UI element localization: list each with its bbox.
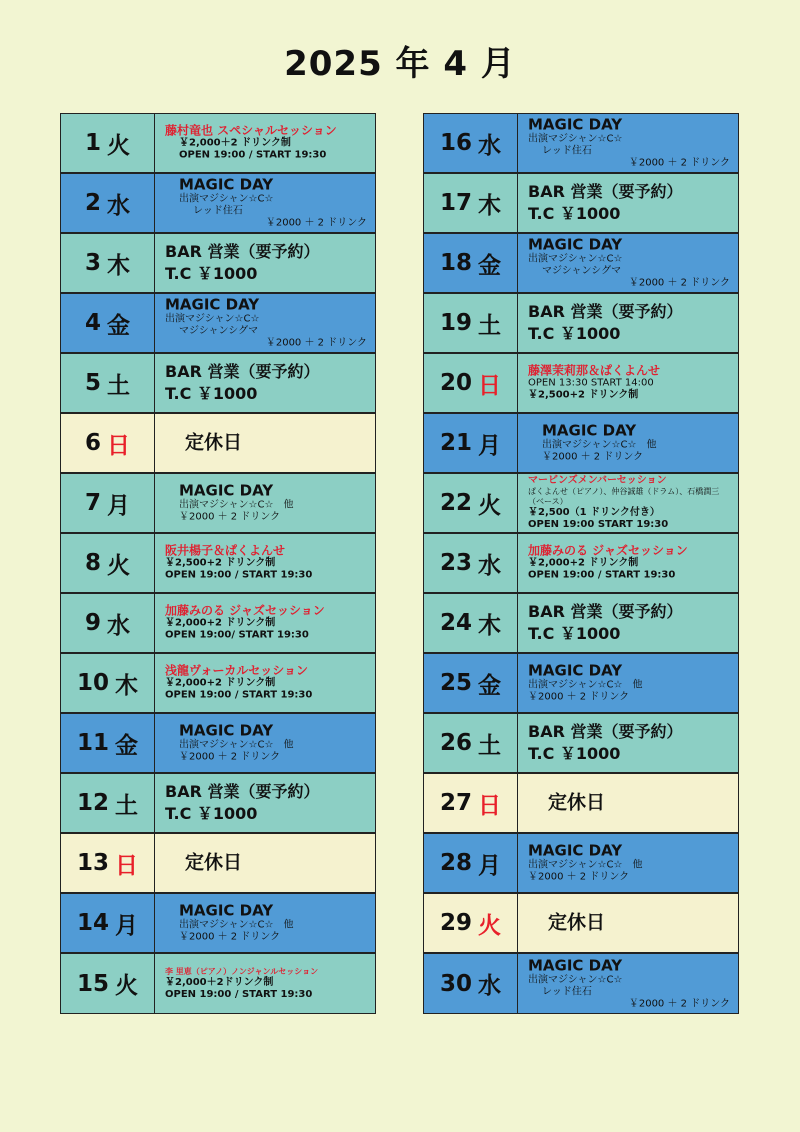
date-cell xyxy=(61,234,155,292)
event-line: 藤村竜也 スペシャルセッション xyxy=(165,123,337,138)
event-line: 定休日 xyxy=(548,791,606,814)
date-cell xyxy=(61,774,155,832)
event-line: T.C ￥1000 xyxy=(528,624,621,643)
event-cell xyxy=(518,174,738,232)
date-cell xyxy=(424,234,518,292)
event-line: BAR 営業（要予約） xyxy=(528,602,683,621)
day-of-week: 火 xyxy=(115,973,138,999)
schedule-row xyxy=(424,714,738,774)
day-of-week: 金 xyxy=(107,312,130,339)
day-of-week: 金 xyxy=(478,252,501,279)
event-line: 阪井楊子＆ぱくよんせ xyxy=(165,543,286,558)
date-cell xyxy=(61,294,155,352)
date-cell xyxy=(424,714,518,772)
date-cell xyxy=(61,474,155,532)
event-line: ￥2,000+2 ドリンク制 xyxy=(528,557,639,569)
event-line: T.C ￥1000 xyxy=(528,324,621,343)
date-cell xyxy=(424,114,518,172)
day-of-week: 月 xyxy=(478,852,501,879)
event-line: 出演マジシャン☆C☆ 他 xyxy=(179,499,294,511)
event-line: MAGIC DAY xyxy=(179,901,274,920)
date-cell xyxy=(61,114,155,172)
day-of-week: 木 xyxy=(107,252,130,279)
day-number: 7 xyxy=(84,490,101,516)
date-cell xyxy=(424,774,518,832)
schedule-row xyxy=(424,354,738,414)
day-of-week: 日 xyxy=(107,432,130,459)
day-number: 11 xyxy=(76,730,109,756)
day-number: 16 xyxy=(439,130,472,156)
event-line: MAGIC DAY xyxy=(528,115,623,134)
day-of-week: 日 xyxy=(115,852,138,879)
event-cell xyxy=(155,294,375,352)
schedule-row xyxy=(424,894,738,954)
event-line: ぱくよんせ（ピアノ）、仲谷誠雄（ドラム）、石橋潤三（ベース） xyxy=(528,487,720,506)
event-line: BAR 営業（要予約） xyxy=(528,722,683,741)
event-line: OPEN 19:00/ START 19:30 xyxy=(165,629,309,641)
event-cell xyxy=(518,534,738,592)
day-of-week: 土 xyxy=(478,312,501,339)
date-cell xyxy=(61,834,155,892)
event-cell xyxy=(155,174,375,232)
day-number: 25 xyxy=(439,670,472,696)
schedule-row xyxy=(61,354,375,414)
day-number: 15 xyxy=(76,970,109,997)
day-number: 26 xyxy=(439,730,472,756)
schedule-column-right xyxy=(423,113,739,1014)
event-line: ￥2000 ＋ 2 ドリンク xyxy=(265,337,367,349)
event-line: BAR 営業（要予約） xyxy=(165,782,320,801)
event-line: T.C ￥1000 xyxy=(165,384,258,403)
day-of-week: 火 xyxy=(107,132,130,159)
event-cell xyxy=(518,474,738,532)
event-line: 浅龍ヴォーカルセッション xyxy=(165,663,309,678)
day-number: 29 xyxy=(439,910,472,936)
event-line: 出演マジシャン☆C☆ 他 xyxy=(542,439,657,451)
event-line: OPEN 19:00 / START 19:30 xyxy=(165,689,313,701)
date-cell xyxy=(424,834,518,892)
schedule-column-left xyxy=(60,113,376,1014)
event-cell xyxy=(155,774,375,832)
schedule-row xyxy=(61,714,375,774)
day-of-week: 木 xyxy=(478,612,501,639)
day-of-week: 金 xyxy=(115,732,138,759)
day-number: 4 xyxy=(84,310,101,336)
date-cell xyxy=(424,534,518,592)
day-number: 5 xyxy=(84,370,101,396)
event-cell xyxy=(518,954,738,1013)
date-cell xyxy=(424,414,518,472)
schedule-row xyxy=(61,534,375,594)
schedule-row xyxy=(424,594,738,654)
event-line: 李 里恵（ピアノ）ノンジャンルセッション xyxy=(165,966,319,976)
day-number: 22 xyxy=(439,490,472,516)
event-cell xyxy=(518,414,738,472)
event-line: OPEN 19:00 / START 19:30 xyxy=(179,149,327,161)
event-cell xyxy=(518,654,738,712)
date-cell xyxy=(424,294,518,352)
event-line: ￥2,500（1 ドリンク付き） xyxy=(528,507,660,518)
event-cell xyxy=(155,594,375,652)
day-number: 24 xyxy=(439,610,472,636)
event-line: 出演マジシャン☆C☆ xyxy=(165,313,260,325)
date-cell xyxy=(61,534,155,592)
date-cell xyxy=(61,414,155,472)
event-line: 藤澤茉莉那＆ぱくよんせ xyxy=(528,363,661,378)
event-line: MAGIC DAY xyxy=(179,481,274,500)
event-line: MAGIC DAY xyxy=(165,295,260,314)
event-line: ￥2000 ＋ 2 ドリンク xyxy=(528,871,630,883)
event-line: 出演マジシャン☆C☆ 他 xyxy=(179,739,294,751)
day-of-week: 土 xyxy=(478,732,501,759)
date-cell xyxy=(61,714,155,772)
event-cell xyxy=(155,414,375,472)
date-cell xyxy=(61,174,155,232)
schedule-row xyxy=(61,774,375,834)
event-line: T.C ￥1000 xyxy=(528,744,621,763)
date-cell xyxy=(424,894,518,952)
event-line: BAR 営業（要予約） xyxy=(165,242,320,261)
event-line: 出演マジシャン☆C☆ xyxy=(528,974,623,985)
schedule-row xyxy=(61,594,375,654)
date-cell xyxy=(61,894,155,952)
event-cell xyxy=(518,714,738,772)
schedule-row xyxy=(424,834,738,894)
event-line: BAR 営業（要予約） xyxy=(528,302,683,321)
event-line: ￥2,000＋2 ドリンク制 xyxy=(179,137,291,149)
schedule-row xyxy=(424,234,738,294)
date-cell xyxy=(61,654,155,712)
event-line: BAR 営業（要予約） xyxy=(165,362,320,381)
day-of-week: 月 xyxy=(115,912,138,939)
event-line: 加藤みのる ジャズセッション xyxy=(528,543,688,558)
event-line: OPEN 19:00 START 19:30 xyxy=(528,519,669,530)
day-number: 14 xyxy=(76,910,109,936)
day-number: 30 xyxy=(439,970,472,997)
event-line: MAGIC DAY xyxy=(528,841,623,860)
event-line: 定休日 xyxy=(548,911,606,934)
day-of-week: 水 xyxy=(478,132,501,159)
day-of-week: 日 xyxy=(478,372,501,399)
schedule-row xyxy=(424,174,738,234)
schedule-row xyxy=(61,654,375,714)
date-cell xyxy=(61,354,155,412)
day-of-week: 水 xyxy=(478,973,501,999)
date-cell xyxy=(424,594,518,652)
day-number: 2 xyxy=(84,190,101,216)
day-number: 8 xyxy=(84,550,101,576)
event-cell xyxy=(518,354,738,412)
event-line: ￥2000 ＋ 2 ドリンク xyxy=(265,217,367,229)
event-line: レッド住石 xyxy=(193,205,243,217)
date-cell xyxy=(424,654,518,712)
day-number: 12 xyxy=(76,790,109,816)
event-line: レッド住石 xyxy=(542,986,592,997)
event-line: ￥2,500+2 ドリンク制 xyxy=(528,389,639,401)
date-cell xyxy=(424,174,518,232)
event-line: OPEN 13:30 START 14:00 xyxy=(528,377,654,389)
day-of-week: 木 xyxy=(115,672,138,699)
event-line: T.C ￥1000 xyxy=(165,804,258,823)
event-line: 出演マジシャン☆C☆ xyxy=(179,193,274,205)
event-cell xyxy=(155,714,375,772)
event-line: T.C ￥1000 xyxy=(165,264,258,283)
event-line: ￥2,000＋2ドリンク制 xyxy=(165,976,274,988)
event-line: MAGIC DAY xyxy=(542,421,637,440)
day-of-week: 火 xyxy=(107,552,130,579)
schedule-row xyxy=(61,894,375,954)
date-cell xyxy=(424,354,518,412)
event-line: 出演マジシャン☆C☆ 他 xyxy=(179,919,294,931)
schedule-row xyxy=(424,294,738,354)
event-line: OPEN 19:00 / START 19:30 xyxy=(165,988,313,1000)
schedule-row xyxy=(424,654,738,714)
day-number: 10 xyxy=(76,670,109,696)
event-line: 出演マジシャン☆C☆ xyxy=(528,253,623,265)
schedule-row xyxy=(424,414,738,474)
schedule-row xyxy=(61,474,375,534)
page-title: 2025 年 4 月 xyxy=(284,44,516,84)
event-line: BAR 営業（要予約） xyxy=(528,182,683,201)
schedule-row xyxy=(61,174,375,234)
event-line: 加藤みのる ジャズセッション xyxy=(165,603,325,618)
schedule-row xyxy=(424,474,738,534)
event-line: MAGIC DAY xyxy=(528,235,623,254)
event-cell xyxy=(155,534,375,592)
date-cell xyxy=(61,594,155,652)
day-number: 27 xyxy=(439,790,472,816)
day-of-week: 月 xyxy=(478,432,501,459)
day-number: 17 xyxy=(439,190,472,216)
event-line: T.C ￥1000 xyxy=(528,204,621,223)
event-line: ￥2000 ＋ 2 ドリンク xyxy=(179,511,281,523)
event-line: マジシャンシグマ xyxy=(179,325,259,337)
day-of-week: 水 xyxy=(478,552,501,579)
event-cell xyxy=(518,594,738,652)
event-cell xyxy=(155,474,375,532)
event-line: MAGIC DAY xyxy=(179,721,274,740)
day-of-week: 火 xyxy=(478,912,501,939)
event-line: マービンズメンバーセッション xyxy=(528,475,667,486)
event-line: ￥2000 ＋ 2 ドリンク xyxy=(179,931,281,943)
date-cell xyxy=(424,954,518,1013)
event-cell xyxy=(155,654,375,712)
event-line: OPEN 19:00 / START 19:30 xyxy=(165,569,313,581)
day-number: 18 xyxy=(439,250,472,276)
event-line: OPEN 19:00 / START 19:30 xyxy=(528,569,676,581)
schedule-row xyxy=(61,954,375,1013)
event-cell xyxy=(155,114,375,172)
event-line: ￥2000 ＋ 2 ドリンク xyxy=(528,691,630,703)
day-of-week: 水 xyxy=(107,192,130,219)
event-line: MAGIC DAY xyxy=(528,661,623,680)
day-of-week: 日 xyxy=(478,792,501,819)
day-of-week: 金 xyxy=(478,672,501,699)
event-line: 出演マジシャン☆C☆ 他 xyxy=(528,859,643,871)
schedule-row xyxy=(424,114,738,174)
event-line: ￥2000 ＋ 2 ドリンク xyxy=(628,157,730,169)
event-cell xyxy=(518,774,738,832)
event-line: 定休日 xyxy=(185,851,243,874)
date-cell xyxy=(424,474,518,532)
event-line: MAGIC DAY xyxy=(179,175,274,194)
event-line: ￥2000 ＋ 2 ドリンク xyxy=(179,751,281,763)
event-line: ￥2,000+2 ドリンク制 xyxy=(165,677,276,689)
day-number: 6 xyxy=(84,430,101,456)
event-cell xyxy=(155,954,375,1013)
event-cell xyxy=(518,294,738,352)
event-line: ￥2000 ＋ 2 ドリンク xyxy=(628,277,730,289)
event-line: MAGIC DAY xyxy=(528,956,623,974)
event-cell xyxy=(155,234,375,292)
day-of-week: 火 xyxy=(478,492,501,519)
event-cell xyxy=(518,114,738,172)
day-number: 20 xyxy=(439,370,472,396)
date-cell xyxy=(61,954,155,1013)
event-line: ￥2,000+2 ドリンク制 xyxy=(165,617,276,629)
day-of-week: 土 xyxy=(107,372,130,399)
event-cell xyxy=(518,894,738,952)
event-line: マジシャンシグマ xyxy=(542,265,622,277)
event-line: レッド住石 xyxy=(542,145,592,157)
event-line: ￥2000 ＋ 2 ドリンク xyxy=(628,998,730,1009)
event-line: 出演マジシャン☆C☆ 他 xyxy=(528,679,643,691)
day-number: 28 xyxy=(439,850,472,876)
event-cell xyxy=(518,234,738,292)
schedule-row xyxy=(61,294,375,354)
day-number: 3 xyxy=(84,250,101,276)
schedule-row xyxy=(61,834,375,894)
event-line: 出演マジシャン☆C☆ xyxy=(528,133,623,145)
day-number: 23 xyxy=(439,550,472,576)
day-of-week: 月 xyxy=(107,492,130,519)
schedule-row xyxy=(424,954,738,1013)
schedule-row xyxy=(424,534,738,594)
event-line: 定休日 xyxy=(185,431,243,454)
event-cell xyxy=(155,894,375,952)
event-cell xyxy=(518,834,738,892)
day-of-week: 水 xyxy=(107,612,130,639)
event-line: ￥2,500+2 ドリンク制 xyxy=(165,557,276,569)
day-of-week: 土 xyxy=(115,792,138,819)
schedule-row xyxy=(61,234,375,294)
event-cell xyxy=(155,354,375,412)
day-number: 13 xyxy=(76,850,109,876)
day-number: 21 xyxy=(439,430,472,456)
event-cell xyxy=(155,834,375,892)
day-number: 19 xyxy=(439,310,472,336)
day-of-week: 木 xyxy=(478,192,501,219)
schedule-row xyxy=(61,414,375,474)
event-line: ￥2000 ＋ 2 ドリンク xyxy=(542,451,644,463)
schedule-row xyxy=(61,114,375,174)
day-number: 1 xyxy=(84,130,101,156)
schedule-row xyxy=(424,774,738,834)
day-number: 9 xyxy=(84,610,101,636)
